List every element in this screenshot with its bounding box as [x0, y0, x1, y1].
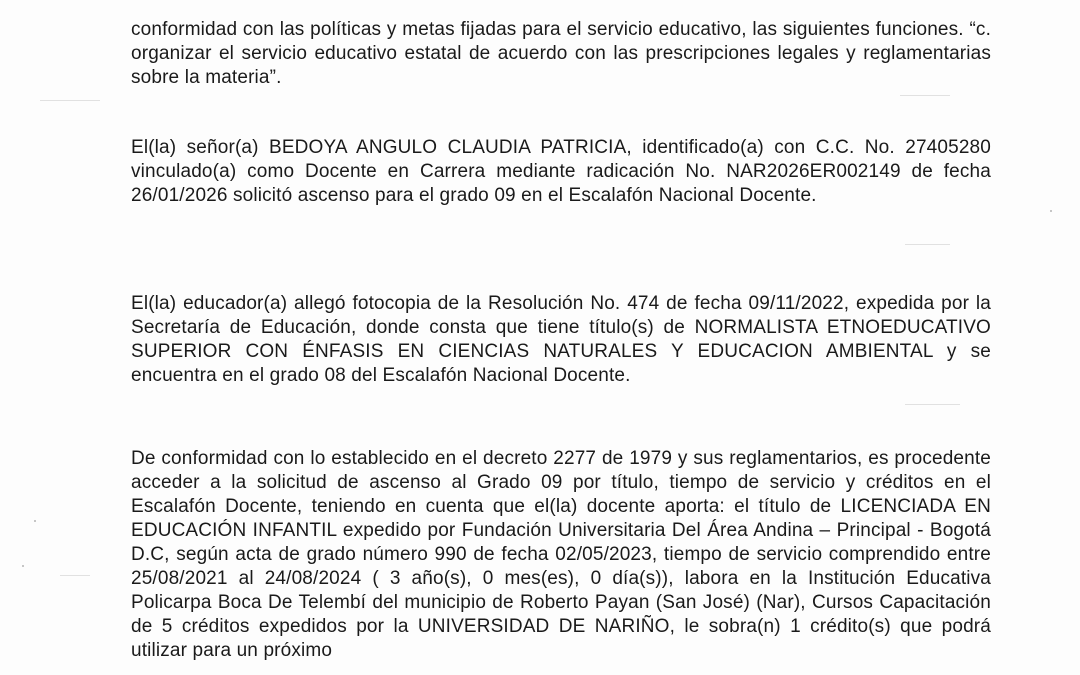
- scan-mark: [60, 575, 90, 576]
- scan-mark: [905, 404, 960, 405]
- paragraph-decision: De conformidad con lo establecido en el decreto 2277 de 1979 y sus reglamentarios, es procedente acceder a la solicitud de ascenso al Grado 09 por título, tiempo de servicio y créditos en el Escalafón Docente, teniendo en cuenta que el(la) docente aporta: el título de LICENCIADA EN EDUCACIÓN INFANTIL expedido por Fundación Universitaria Del Área Andina – Principal - Bogotá D.C, según acta de grado número 990 de fecha 02/05/2023, tiempo de servicio comprendido entre 25/08/2021 al 24/08/2024 ( 3 año(s), 0 mes(es), 0 día(s)), labora en la Institución Educativa Policarpa Boca De Telembí del municipio de Roberto Payan (San José) (Nar), Cursos Capacitación de 5 créditos expedidos por la UNIVERSIDAD DE NARIÑO, le sobra(n) 1 crédito(s) que podrá utilizar para un próximo: [131, 448, 991, 661]
- scan-mark: [905, 244, 950, 245]
- scan-mark: [900, 95, 950, 96]
- paragraph-functions: conformidad con las políticas y metas fijadas para el servicio educativo, las siguientes funciones. “c. organizar el servicio educativo estatal de acuerdo con las prescripciones legales y reglamentarias sobre la materia”.: [131, 19, 991, 88]
- paragraph-resolution: El(la) educador(a) allegó fotocopia de la Resolución No. 474 de fecha 09/11/2022, expedida por la Secretaría de Educación, donde consta que tiene título(s) de NORMALISTA ETNOEDUCATIVO SUPERIOR CON ÉNFASIS EN CIENCIAS NATURALES Y EDUCACION AMBIENTAL y se encuentra en el grado 08 del Escalafón Nacional Docente.: [131, 293, 991, 386]
- scan-mark: [40, 100, 100, 101]
- scan-dot: [22, 565, 24, 567]
- scan-dot: [34, 520, 36, 522]
- paragraph-applicant: El(la) señor(a) BEDOYA ANGULO CLAUDIA PATRICIA, identificado(a) con C.C. No. 27405280 vinculado(a) como Docente en Carrera mediante radicación No. NAR2026ER002149 de fecha 26/01/2026 solicitó ascenso para el grado 09 en el Escalafón Nacional Docente.: [131, 137, 991, 206]
- scan-dot: [1050, 210, 1052, 212]
